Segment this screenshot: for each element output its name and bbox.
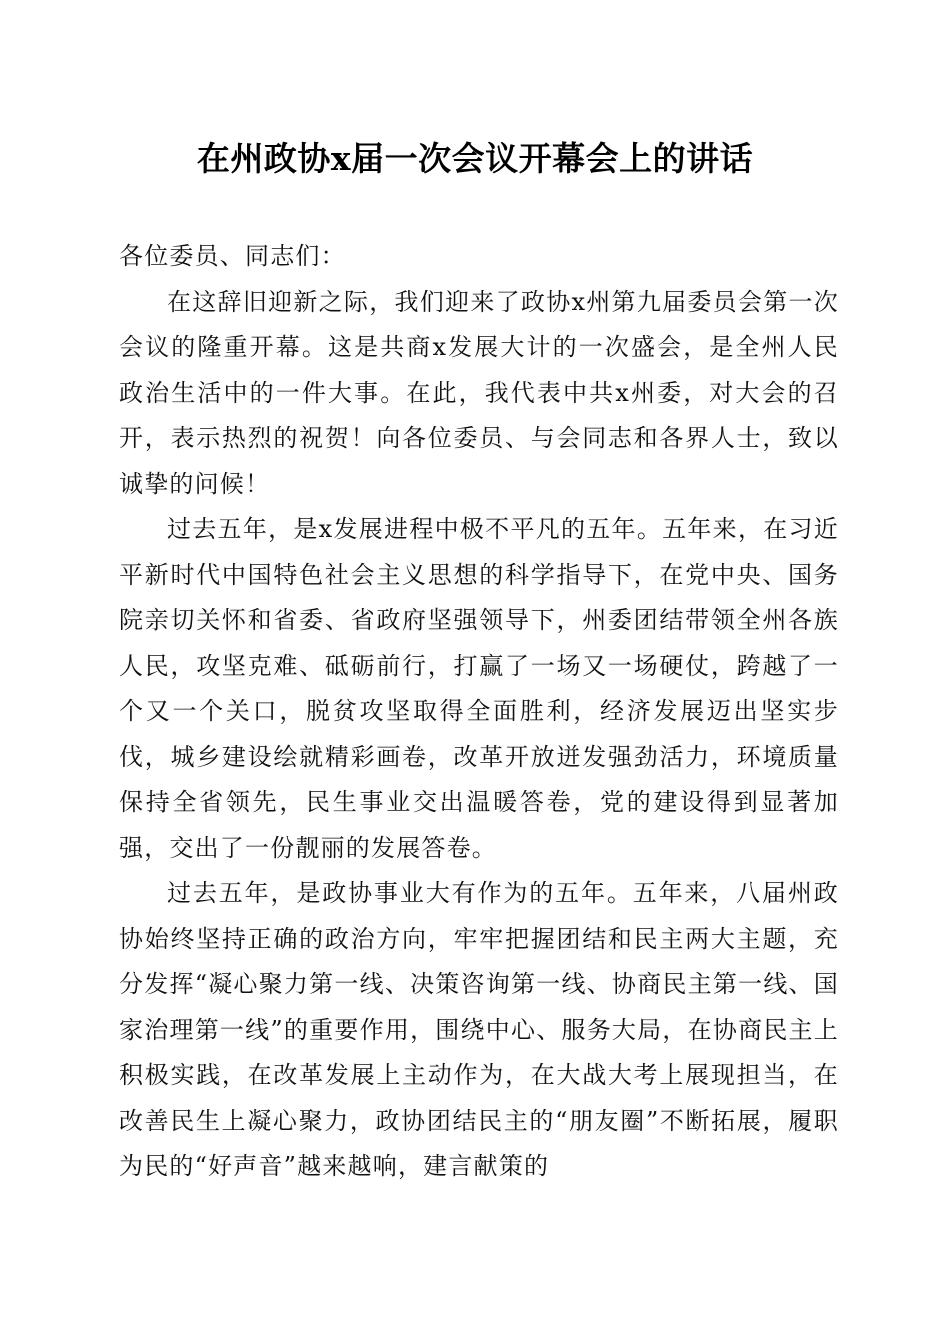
document-body [119, 234, 839, 1190]
paragraph-3: 过去五年，是政协事业大有作为的五年。五年来，八届州政协始终坚持正确的政治方向，牢牢把握团结和民主两大主题，充分发挥“凝心聚力第一线、决策咨询第一线、协商民主第一线、国家治理第一线”的重要作用，围绕中心、服务大局，在协商民主上积极实践，在改革发展上主动作为，在大战大考上展现担当，在改善民生上凝心聚力，政协团结民主的“朋友圈”不断拓展，履职为民的“好声音”越来越响，建言献策的 [119, 879, 839, 1180]
paragraph-1: 在这辞旧迎新之际，我们迎来了政协x州第九届委员会第一次会议的隆重开幕。这是共商x发展大计的一次盛会，是全州人民政治生活中的一件大事。在此，我代表中共x州委，对大会的召开，表示热烈的祝贺！向各位委员、与会同志和各界人士，致以诚挚的问候！ [119, 287, 839, 498]
salutation: 各位委员、同志们： [119, 242, 346, 270]
paragraph-2: 过去五年，是x发展进程中极不平凡的五年。五年来，在习近平新时代中国特色社会主义思想的科学指导下，在党中央、国务院亲切关怀和省委、省政府坚强领导下，州委团结带领全州各族人民，攻坚克难、砥砺前行，打赢了一场又一场硬仗，跨越了一个又一个关口，脱贫攻坚取得全面胜利，经济发展迈出坚实步伐，城乡建设绘就精彩画卷，改革开放迸发强劲活力，环境质量保持全省领先，民生事业交出温暖答卷，党的建设得到显著加强，交出了一份靓丽的发展答卷。 [119, 515, 839, 862]
document-title: 在州政协x届一次会议开幕会上的讲话 [196, 139, 754, 178]
